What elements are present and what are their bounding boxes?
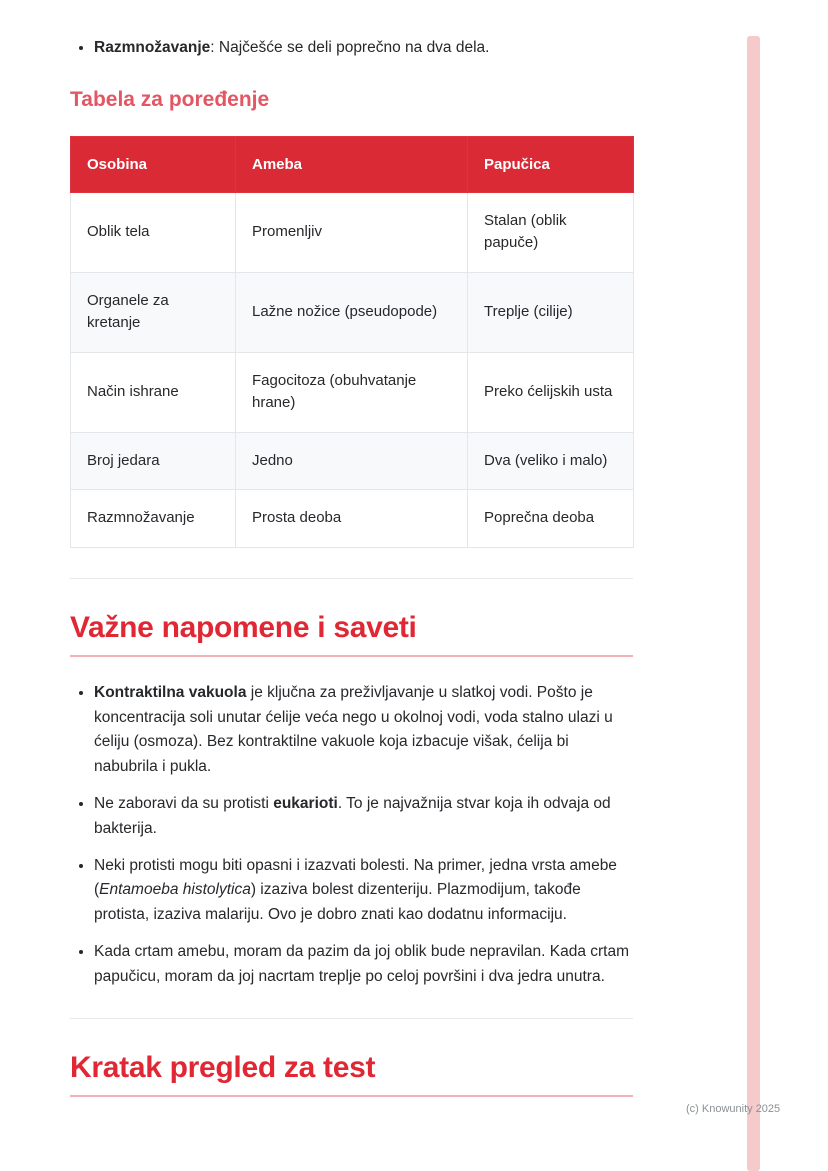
heading-underline: [70, 1095, 633, 1097]
list-item: [94, 792, 633, 842]
text-segment: ) izaziva bolest dizenteriju. Plazmodijum, takođe protista, izaziva malariju. Ovo je dobro znati kao dodatnu informaciju.: [94, 881, 581, 924]
section-divider: [70, 578, 633, 579]
list-item: [94, 940, 633, 990]
list-item: [94, 854, 633, 928]
table-row: [71, 490, 634, 548]
document-content: [70, 0, 633, 1121]
scrollbar[interactable]: [747, 36, 760, 1171]
table-header-cell: Papučica: [468, 136, 634, 192]
table-body: [71, 192, 634, 547]
section-title-notes: Važne napomene i saveti: [70, 610, 417, 644]
table-row: [71, 272, 634, 352]
section-title-table: Tabela za poređenje: [70, 87, 270, 111]
heading-underline: [70, 655, 633, 657]
table-row: [71, 192, 634, 272]
text-segment: Ne zaboravi da su protisti: [94, 794, 274, 812]
table-cell: Stalan (oblik papuče): [468, 192, 634, 272]
table-cell: Lažne nožice (pseudopode): [236, 272, 468, 352]
text-segment: Neki protisti mogu biti opasni i izazvati bolesti. Na primer, jedna vrsta amebe (: [94, 856, 617, 899]
text-segment: : Najčešće se deli poprečno na dva dela.: [210, 39, 490, 56]
comparison-table: [70, 136, 634, 548]
table-cell: Oblik tela: [71, 192, 236, 272]
text-segment: Entamoeba histolytica: [99, 881, 251, 899]
table-cell: Prosta deoba: [236, 490, 468, 548]
text-segment: eukarioti: [273, 794, 338, 812]
table-cell: Treplje (cilije): [468, 272, 634, 352]
table-cell: Promenljiv: [236, 192, 468, 272]
table-header-row: [71, 136, 634, 192]
table-cell: Poprečna deoba: [468, 490, 634, 548]
notes-bullet-list: [70, 681, 633, 990]
section-title-review: Kratak pregled za test: [70, 1050, 376, 1084]
table-cell: Razmnožavanje: [71, 490, 236, 548]
watermark-text: (c) Knowunity 2025: [686, 1103, 781, 1115]
list-item: [94, 681, 633, 780]
table-cell: Način ishrane: [71, 352, 236, 432]
intro-bullet-list: [70, 36, 633, 61]
text-segment: Razmnožavanje: [94, 39, 211, 56]
table-cell: Jedno: [236, 432, 468, 490]
table-cell: Broj jedara: [71, 432, 236, 490]
table-row: [71, 432, 634, 490]
table-header-cell: Osobina: [71, 136, 236, 192]
text-segment: Kada crtam amebu, moram da pazim da joj oblik bude nepravilan. Kada crtam papučicu, moram da joj nacrtam treplje po celoj površini i dva jedra unutra.: [94, 942, 630, 985]
table-header-cell: Ameba: [236, 136, 468, 192]
text-segment: . To je najvažnija stvar koja ih odvaja od bakterija.: [94, 794, 611, 837]
table-cell: Fagocitoza (obuhvatanje hrane): [236, 352, 468, 432]
list-item: [94, 36, 633, 61]
table-row: [71, 352, 634, 432]
text-segment: je ključna za preživljavanje u slatkoj vodi. Pošto je koncentracija soli unutar ćelije veća nego u okolnoj vodi, voda stalno ulazi u ćeliju (osmoza). Bez kontraktilne vakuole koja izbacuje višak, ćelija bi nabubrila i pukla.: [94, 683, 613, 776]
table-cell: Organele za kretanje: [71, 272, 236, 352]
table-cell: Dva (veliko i malo): [468, 432, 634, 490]
section-divider: [70, 1018, 633, 1019]
text-segment: Kontraktilna vakuola: [94, 683, 247, 701]
table-cell: Preko ćelijskih usta: [468, 352, 634, 432]
